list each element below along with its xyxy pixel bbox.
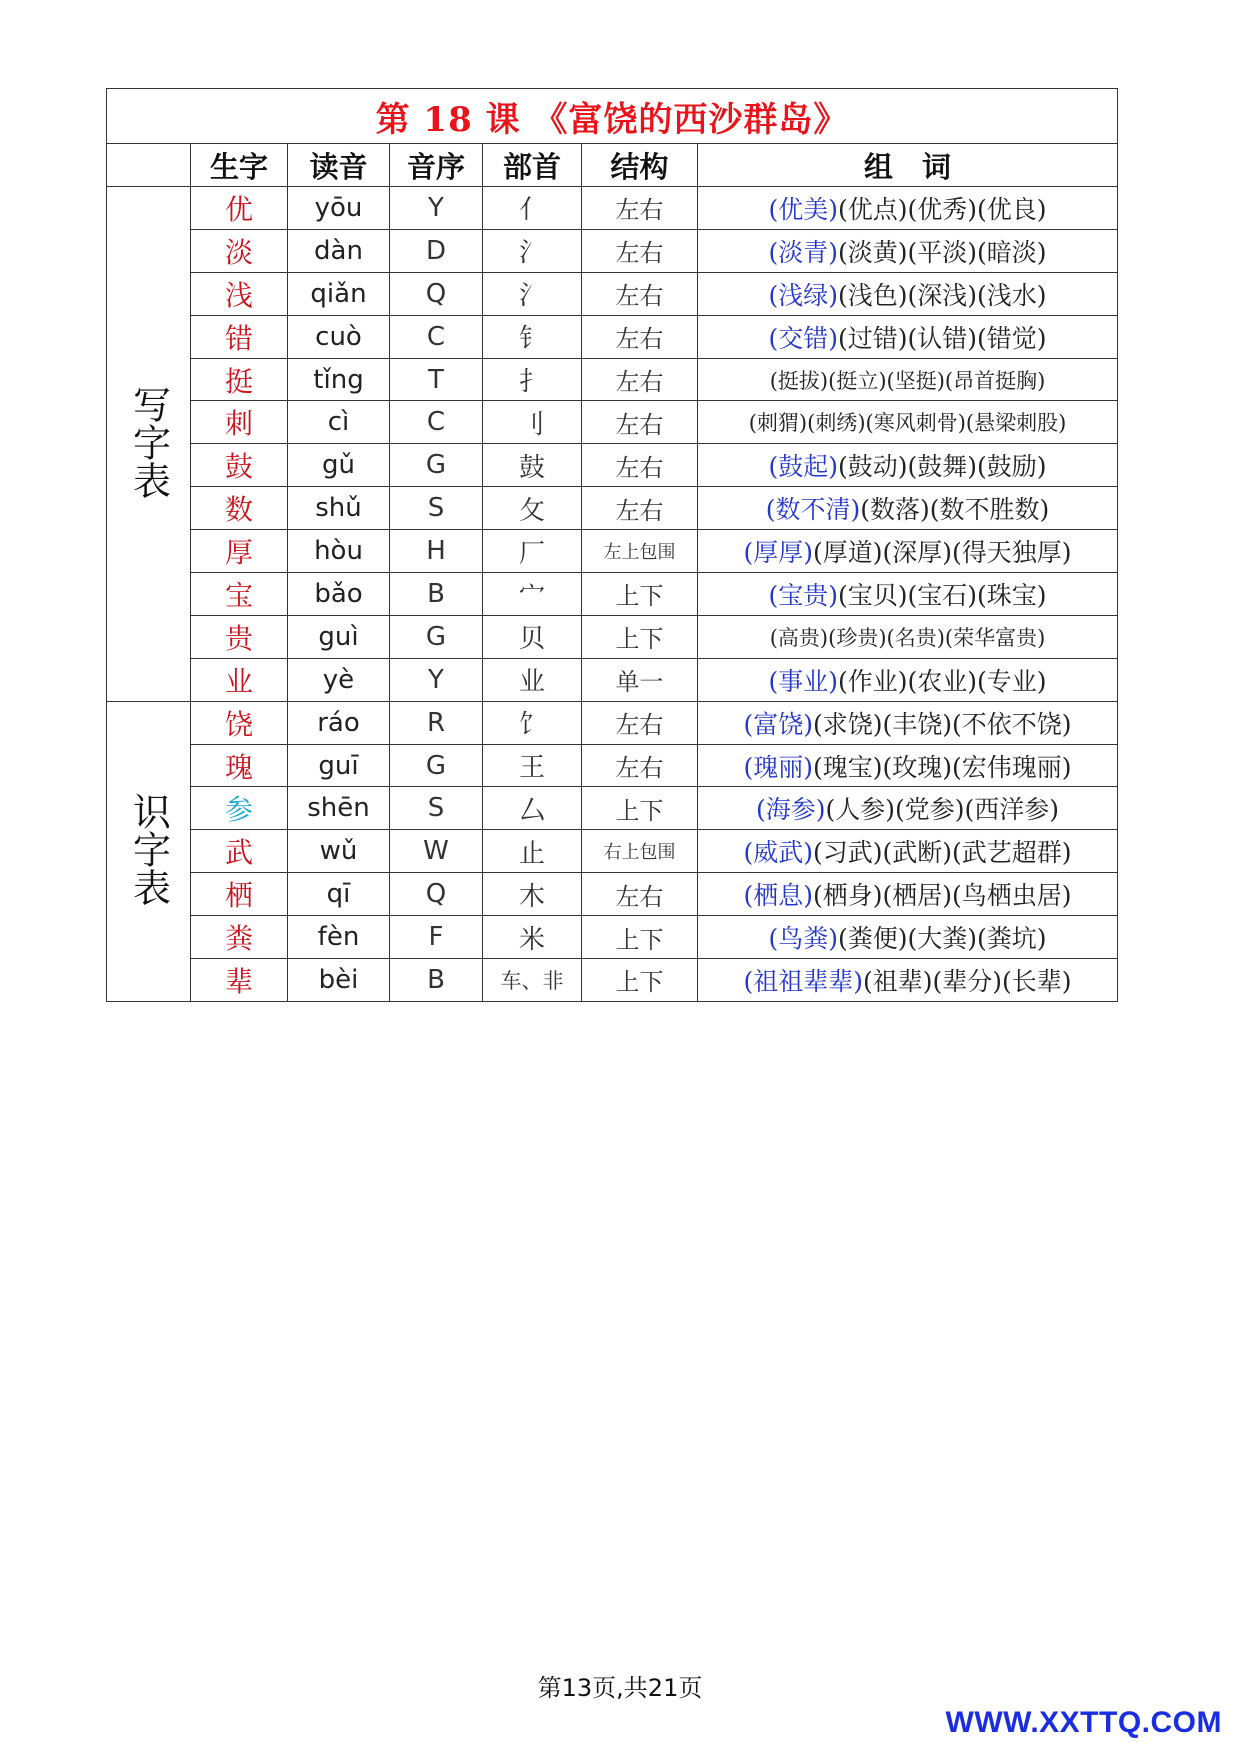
cell-char: 优 [191,187,288,230]
cell-order: Y [390,658,483,701]
cell-pinyin: guī [288,744,390,787]
words-list: (人参)(党参)(西洋参) [825,795,1060,825]
cell-structure: 上下 [582,916,698,959]
cell-char: 淡 [191,229,288,272]
cell-structure: 单一 [582,658,698,701]
words-highlight: (祖祖辈辈) [743,966,863,996]
cell-radical: 刂 [483,401,582,444]
cell-char: 刺 [191,401,288,444]
words-list: (作业)(农业)(专业) [838,666,1047,696]
cell-words [698,830,1118,873]
cell-radical: 钅 [483,315,582,358]
section-read-label [107,701,191,1001]
cell-char: 浅 [191,272,288,315]
cell-radical: 厶 [483,787,582,830]
words-list: (瑰宝)(玫瑰)(宏伟瑰丽) [813,752,1072,782]
cell-radical: 木 [483,873,582,916]
words-list: (厚道)(深厚)(得天独厚) [813,538,1072,568]
cell-structure: 左右 [582,444,698,487]
cell-radical: 米 [483,916,582,959]
cell-pinyin: guì [288,615,390,658]
cell-pinyin: bǎo [288,573,390,616]
page-number: 第13页,共21页 [537,1674,703,1702]
table-row [107,615,1118,658]
cell-structure: 上下 [582,787,698,830]
cell-char: 粪 [191,916,288,959]
cell-order: H [390,530,483,573]
cell-words [698,401,1118,444]
header-structure: 结构 [582,144,698,187]
table-row [107,401,1118,444]
cell-order: Q [390,272,483,315]
cell-pinyin: wǔ [288,830,390,873]
words-list: (数落)(数不胜数) [860,495,1050,525]
cell-order: W [390,830,483,873]
cell-order: Y [390,187,483,230]
cell-pinyin: qiǎn [288,272,390,315]
cell-order: G [390,444,483,487]
words-list: (过错)(认错)(错觉) [838,323,1047,353]
cell-radical: 攵 [483,487,582,530]
cell-words [698,787,1118,830]
cell-radical: 厂 [483,530,582,573]
cell-radical: 鼓 [483,444,582,487]
cell-pinyin: tǐng [288,358,390,401]
section-write-label [107,187,191,702]
site-watermark: WWW.XXTTQ.COM [945,1706,1222,1739]
header-char: 生字 [191,144,288,187]
cell-structure: 左右 [582,873,698,916]
cell-char: 鼓 [191,444,288,487]
words-highlight: (浅绿) [768,280,838,310]
cell-pinyin: ráo [288,701,390,744]
table-row [107,701,1118,744]
words-highlight: (威武) [743,838,813,868]
cell-structure: 左右 [582,487,698,530]
cell-order: D [390,229,483,272]
cell-words [698,959,1118,1002]
words-list: (宝贝)(宝石)(珠宝) [838,580,1047,610]
cell-order: C [390,315,483,358]
table-row [107,744,1118,787]
cell-structure: 左右 [582,401,698,444]
cell-char: 业 [191,658,288,701]
words-highlight: (厚厚) [743,538,813,568]
words-list: (浅色)(深浅)(浅水) [838,280,1047,310]
cell-words [698,444,1118,487]
header-words: 组 词 [698,144,1118,187]
cell-pinyin: cì [288,401,390,444]
words-highlight: (鸟粪) [768,924,838,954]
words-highlight: (瑰丽) [743,752,813,782]
table-row [107,787,1118,830]
header-radical: 部首 [483,144,582,187]
table-row [107,444,1118,487]
header-pinyin: 读音 [288,144,390,187]
cell-radical: 氵 [483,229,582,272]
cell-order: T [390,358,483,401]
cell-char: 参 [191,787,288,830]
cell-structure: 上下 [582,959,698,1002]
words-list: (刺猬)(刺绣)(寒风刺骨)(悬梁刺股) [748,411,1067,436]
cell-radical: 止 [483,830,582,873]
cell-structure: 左右 [582,358,698,401]
cell-structure: 上下 [582,573,698,616]
cell-words [698,658,1118,701]
cell-order: R [390,701,483,744]
cell-words [698,701,1118,744]
cell-radical: 贝 [483,615,582,658]
cell-char: 错 [191,315,288,358]
cell-pinyin: bèi [288,959,390,1002]
words-list: (粪便)(大粪)(粪坑) [838,924,1047,954]
cell-pinyin: yè [288,658,390,701]
cell-radical: 业 [483,658,582,701]
cell-structure: 左上包围 [582,530,698,573]
cell-radical: 车、非 [483,959,582,1002]
cell-char: 挺 [191,358,288,401]
table-row [107,916,1118,959]
words-list: (习武)(武断)(武艺超群) [813,838,1072,868]
header-blank [107,144,191,187]
cell-char: 贵 [191,615,288,658]
cell-order: F [390,916,483,959]
words-highlight: (事业) [768,666,838,696]
cell-structure: 左右 [582,187,698,230]
words-list: (高贵)(珍贵)(名贵)(荣华富贵) [769,625,1046,650]
words-list: (求饶)(丰饶)(不依不饶) [813,709,1072,739]
cell-radical: 宀 [483,573,582,616]
cell-pinyin: shēn [288,787,390,830]
table-row [107,830,1118,873]
cell-radical: 王 [483,744,582,787]
words-highlight: (数不清) [765,495,861,525]
cell-pinyin: cuò [288,315,390,358]
cell-order: B [390,959,483,1002]
cell-pinyin: fèn [288,916,390,959]
table-row [107,187,1118,230]
cell-words [698,873,1118,916]
table-row [107,530,1118,573]
cell-radical: 扌 [483,358,582,401]
cell-structure: 左右 [582,315,698,358]
table-row [107,487,1118,530]
cell-words [698,229,1118,272]
words-highlight: (淡青) [768,237,838,267]
cell-radical: 饣 [483,701,582,744]
words-highlight: (富饶) [743,709,813,739]
cell-char: 辈 [191,959,288,1002]
section-write-text: 写字表 [126,384,171,499]
words-highlight: (栖息) [743,881,813,911]
cell-radical: 亻 [483,187,582,230]
cell-order: Q [390,873,483,916]
cell-order: G [390,744,483,787]
cell-structure: 右上包围 [582,830,698,873]
cell-words [698,358,1118,401]
cell-words [698,272,1118,315]
cell-structure: 左右 [582,701,698,744]
words-highlight: (优美) [768,194,838,224]
vocabulary-table [106,88,1118,1002]
cell-pinyin: shǔ [288,487,390,530]
cell-char: 饶 [191,701,288,744]
words-highlight: (鼓起) [768,452,838,482]
table-row [107,229,1118,272]
cell-pinyin: qī [288,873,390,916]
words-list: (挺拔)(挺立)(坚挺)(昂首挺胸) [769,368,1046,393]
table-row [107,959,1118,1002]
cell-pinyin: dàn [288,229,390,272]
cell-pinyin: hòu [288,530,390,573]
cell-words [698,187,1118,230]
cell-char: 瑰 [191,744,288,787]
section-read-text: 识字表 [126,792,171,907]
cell-char: 数 [191,487,288,530]
words-list: (祖辈)(辈分)(长辈) [863,966,1072,996]
cell-pinyin: gǔ [288,444,390,487]
cell-char: 厚 [191,530,288,573]
lesson-title: 第 18 课 《富饶的西沙群岛》 [107,89,1118,144]
table-row [107,658,1118,701]
cell-char: 武 [191,830,288,873]
table-row [107,573,1118,616]
words-list: (栖身)(栖居)(鸟栖虫居) [813,881,1072,911]
words-highlight: (海参) [755,795,826,825]
cell-words [698,744,1118,787]
cell-words [698,487,1118,530]
words-list: (鼓动)(鼓舞)(鼓励) [838,452,1047,482]
words-list: (淡黄)(平淡)(暗淡) [838,237,1047,267]
table-row [107,873,1118,916]
cell-words [698,530,1118,573]
cell-char: 栖 [191,873,288,916]
cell-order: S [390,787,483,830]
cell-pinyin: yōu [288,187,390,230]
table-row [107,358,1118,401]
header-order: 音序 [390,144,483,187]
cell-order: G [390,615,483,658]
words-highlight: (宝贵) [768,580,838,610]
cell-order: C [390,401,483,444]
words-highlight: (交错) [768,323,838,353]
words-list: (优点)(优秀)(优良) [838,194,1047,224]
cell-words [698,916,1118,959]
table-row [107,272,1118,315]
cell-words [698,615,1118,658]
cell-words [698,315,1118,358]
cell-char: 宝 [191,573,288,616]
cell-structure: 左右 [582,229,698,272]
cell-order: B [390,573,483,616]
cell-radical: 氵 [483,272,582,315]
cell-words [698,573,1118,616]
table-row [107,315,1118,358]
cell-structure: 左右 [582,744,698,787]
cell-structure: 上下 [582,615,698,658]
cell-order: S [390,487,483,530]
cell-structure: 左右 [582,272,698,315]
